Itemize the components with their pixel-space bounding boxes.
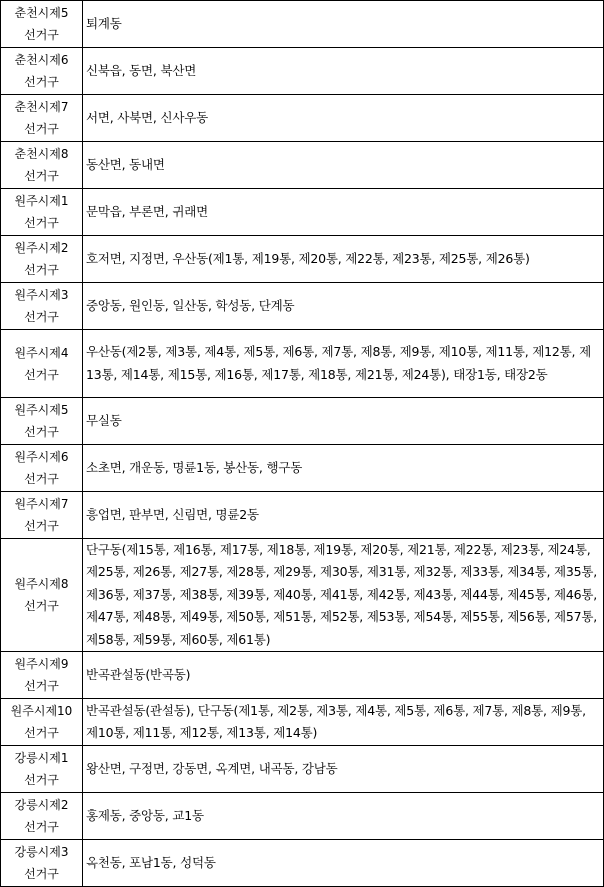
district-suffix: 선거구 [24, 216, 59, 230]
table-row [1, 793, 604, 840]
district-name: 원주시제6 [14, 450, 69, 464]
district-name: 강릉시제2 [14, 798, 69, 813]
district-name: 원주시제7 [14, 497, 69, 511]
district-suffix: 선거구 [24, 679, 59, 694]
district-name: 강릉시제1 [14, 751, 69, 766]
table-row [1, 95, 604, 142]
district-name: 춘천시제6 [14, 53, 69, 67]
district-suffix: 선거구 [24, 310, 59, 324]
district-suffix: 선거구 [24, 519, 59, 533]
district-suffix: 선거구 [24, 122, 59, 136]
district-cell [1, 236, 83, 283]
district-name: 강릉시제3 [14, 845, 69, 860]
district-cell [1, 793, 83, 840]
district-name: 원주시제8 [14, 577, 69, 592]
district-cell [1, 1, 83, 48]
areas-cell: 흥업면, 판부면, 신림면, 명륜2동 [83, 492, 604, 539]
areas-cell: 동산면, 동내면 [83, 142, 604, 189]
district-cell [1, 746, 83, 793]
table-row [1, 1, 604, 48]
district-suffix: 선거구 [24, 472, 59, 486]
district-name: 원주시제5 [14, 403, 69, 417]
district-name: 원주시제10 [10, 704, 73, 719]
areas-cell: 반곡관설동(관설동), 단구동(제1통, 제2통, 제3통, 제4통, 제5통, 제6통, 제7통, 제8통, 제9통, 제10통, 제11통, 제12통, 제13통, 제14통) [83, 699, 604, 746]
district-cell [1, 492, 83, 539]
district-name: 원주시제9 [14, 657, 69, 672]
district-cell [1, 652, 83, 699]
district-cell [1, 398, 83, 445]
district-name: 춘천시제5 [14, 6, 69, 20]
district-cell [1, 283, 83, 330]
areas-cell: 퇴계동 [83, 1, 604, 48]
table-row [1, 746, 604, 793]
table-row [1, 840, 604, 887]
table-row [1, 445, 604, 492]
table-row [1, 398, 604, 445]
district-cell [1, 189, 83, 236]
table-row [1, 492, 604, 539]
areas-cell: 호저면, 지정면, 우산동(제1통, 제19통, 제20통, 제22통, 제23통, 제25통, 제26통) [83, 236, 604, 283]
table-row [1, 539, 604, 652]
district-name: 원주시제1 [14, 194, 69, 208]
district-suffix: 선거구 [24, 773, 59, 788]
areas-cell: 무실동 [83, 398, 604, 445]
district-cell [1, 95, 83, 142]
areas-cell: 왕산면, 구정면, 강동면, 옥계면, 내곡동, 강남동 [83, 746, 604, 793]
district-cell [1, 142, 83, 189]
district-suffix: 선거구 [24, 726, 59, 741]
district-suffix: 선거구 [24, 263, 59, 277]
district-suffix: 선거구 [24, 820, 59, 835]
table-row [1, 142, 604, 189]
areas-cell: 서면, 사북면, 신사우동 [83, 95, 604, 142]
table-row [1, 236, 604, 283]
district-cell [1, 445, 83, 492]
district-cell [1, 330, 83, 398]
district-suffix: 선거구 [24, 867, 59, 882]
district-suffix: 선거구 [24, 169, 59, 183]
district-name: 춘천시제8 [14, 147, 69, 161]
table-row [1, 652, 604, 699]
areas-cell: 문막읍, 부론면, 귀래면 [83, 189, 604, 236]
areas-cell: 반곡관설동(반곡동) [83, 652, 604, 699]
district-suffix: 선거구 [24, 28, 59, 42]
areas-cell: 옥천동, 포남1동, 성덕동 [83, 840, 604, 887]
district-cell [1, 48, 83, 95]
district-suffix: 선거구 [24, 599, 59, 614]
table-row [1, 283, 604, 330]
district-cell [1, 699, 83, 746]
table-row [1, 48, 604, 95]
areas-cell: 홍제동, 중앙동, 교1동 [83, 793, 604, 840]
areas-cell: 중앙동, 원인동, 일산동, 학성동, 단계동 [83, 283, 604, 330]
district-cell [1, 840, 83, 887]
district-suffix: 선거구 [24, 367, 59, 382]
district-suffix: 선거구 [24, 425, 59, 439]
district-name: 원주시제3 [14, 288, 69, 302]
areas-cell: 소초면, 개운동, 명륜1동, 봉산동, 행구동 [83, 445, 604, 492]
areas-cell: 신북읍, 동면, 북산면 [83, 48, 604, 95]
district-name: 춘천시제7 [14, 100, 69, 114]
table-row [1, 189, 604, 236]
areas-cell: 단구동(제15통, 제16통, 제17통, 제18통, 제19통, 제20통, 제21통, 제22통, 제23통, 제24통, 제25통, 제26통, 제27통, 제28통, 제29통, 제30통, 제31통, 제32통, 제33통, 제34통, 제35통, 제36통, 제37통, 제38통, 제39통, 제40통, 제41통, 제42통, 제43통, 제44통, 제45통, 제46통, 제47통, 제48통, 제49통, 제50통, 제51통, 제52통, 제53통, 제54통, 제55통, 제56통, 제57통, 제58통, 제59통, 제60통, 제61통) [83, 539, 604, 652]
table-row [1, 699, 604, 746]
table-row [1, 330, 604, 398]
district-suffix: 선거구 [24, 75, 59, 89]
district-cell [1, 539, 83, 652]
district-name: 원주시제4 [14, 345, 69, 360]
district-name: 원주시제2 [14, 241, 69, 255]
areas-cell: 우산동(제2통, 제3통, 제4통, 제5통, 제6통, 제7통, 제8통, 제9통, 제10통, 제11통, 제12통, 제13통, 제14통, 제15통, 제16통, 제17통, 제18통, 제21통, 제24통), 태장1동, 태장2동 [83, 330, 604, 398]
